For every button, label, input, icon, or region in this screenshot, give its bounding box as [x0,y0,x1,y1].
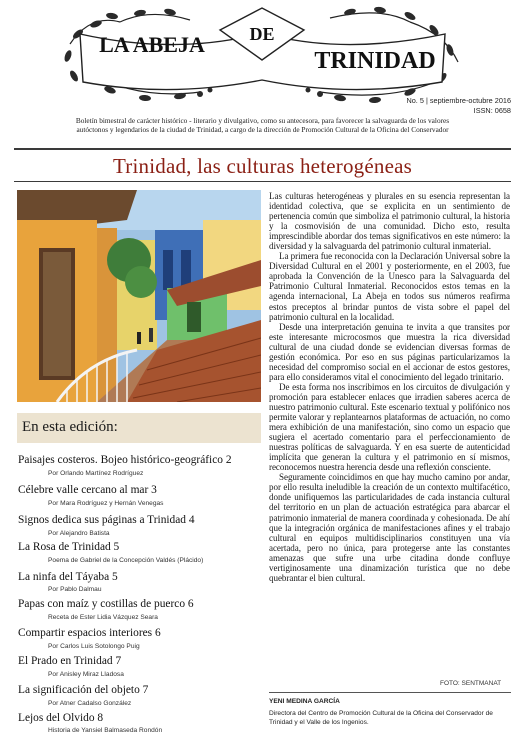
index-item-title: Lejos del Olvido 8 [18,712,104,724]
page-headline: Trinidad, las culturas heterogéneas [113,154,412,178]
index-title: En esta edición: [22,419,118,435]
body-paragraph: Las culturas heterogéneas y plurales en su esencia representan la identidad colectiva, que se explicita en un sentimiento de pertenencia común que simboliza el patrimonio cultural, la historia y la cosmovisión de una comunidad. Dicho esto, resulta imprescindible abordar dos temas significativos en este número: la diversidad y la salvaguarda del patrimonio cultural inmaterial. [269,191,510,252]
divider-mid [14,181,511,182]
author-role: Directora del Centro de Promoción Cultural de la Oficina del Conservador de Trinidad y el Valle de los Ingenios. [269,710,493,726]
body-paragraph: De esta forma nos inscribimos en los circuitos de divulgación y promoción para establecer enlaces que irradien saberes acerca de nuestro patrimonio cultural. Este escenario textual y polifónico nos permite valorar y replantearnos plataformas de actuación, no como mera exhibición de una manifestación, sino como un espacio que sugiera el acertado comentario para el perfeccionamiento de nuestras políticas de salvaguarda. Y en esa suerte de autenticidad implícita que generan la cultura y el patrimonio en sí mismos, reconocemos nuestra herencia desde una reflexión consciente. [269,381,510,473]
masthead-title-3: TRINIDAD [314,48,436,74]
masthead-logo [50,4,475,108]
index-item-title: Signos dedica sus páginas a Trinidad 4 [18,514,195,526]
issue-number-date: No. 5 | septiembre-octubre 2016 [406,96,511,105]
bulletin-description: Boletín bimestral de carácter histórico - literario y divulgativo, como su antecesora, para favorecer la salvaguarda de los valores autóctonos y legendarios de la ciudad de Trinidad, a cargo de la dirección de Promoción Cultural de la Oficina del Conservador [75,116,450,135]
index-item-title: Célebre valle cercano al mar 3 [18,484,157,496]
index-item-title: La ninfa del Táyaba 5 [18,571,118,583]
masthead-title-1: LA ABEJA [99,32,205,57]
index-item-author: Por Pablo Dalmau [48,586,102,593]
divider-author [269,692,511,693]
index-item-title: La significación del objeto 7 [18,684,149,696]
index-item-author: Por Orlando Martínez Rodríguez [48,470,144,477]
body-paragraph: Seguramente coincidimos en que hay mucho camino por andar, por ello resulta ineludible la creación de un contexto multifacético, donde unifiquemos las particularidades de cada instancia cultural del territorio en un plan de actuación estratégica para abarcar el patrimonio inmaterial de manera coordinada y cohesionada. De ahí que la integración orgánica de manifestaciones afines y el trabajo cultural en equipos multidisciplinarios constituyen una vía acertada, pero no única, para protegerse ante las constantes amenazas que sufre una urbe citadina donde confluye vertiginosamente una dinamización turística que no debe quebrantar el bien cultural. [269,472,510,583]
index-item-author: Historia de Yansiel Balmaseda Rondón [48,727,163,734]
index-item-title: El Prado en Trinidad 7 [18,655,122,667]
editorial-body [269,191,510,583]
index-item-author: Por Atner Cadalso González [48,700,132,707]
index-item-author: Por Anisley Miraz Lladosa [48,671,124,678]
index-item-title: Papas con maíz y costillas de puerco 6 [18,598,194,610]
index-item-author: Poema de Gabriel de la Concepción Valdés (Plácido) [48,557,204,564]
index-item-author: Por Carlos Luis Sotolongo Puig [48,643,140,650]
index-item-author: Receta de Ester Lidia Vázquez Seara [48,614,158,621]
photo-credit: FOTO: SENTMANAT [440,680,502,687]
index-item-author: Por Alejandro Batista [48,530,110,537]
author-name: YENI MEDINA GARCÍA [269,698,340,705]
index-item-title: Compartir espacios interiores 6 [18,627,161,639]
index-item-author: Por Mara Rodríguez y Hernán Venegas [48,500,164,507]
divider-top [14,148,511,150]
trinidad-street-photo [17,190,261,402]
masthead-title-2: DE [249,24,275,44]
body-paragraph: La primera fue reconocida con la Declaración Universal sobre la Diversidad Cultural en el 2001 y posteriormente, en el 2003, fue aprobada la Convención de la Unesco para la Salvaguarda del Patrimonio Cultural Inmaterial. Reconocidos estos temas en la agenda internacional, La Abeja en todos sus números reafirma estos preceptos al brindar puntos de vista sobre el papel del patrimonio cultural en la localidad. [269,251,510,322]
body-paragraph: Desde una interpretación genuina te invita a que transites por este interesante microcosmos que muestra la rica diversidad cultural de una ciudad donde se evidencian diversas formas de gestión económica. Por eso en sus páginas particularizamos la necesidad del compromiso social en el accionar de estos gestores, para ello consideramos vital el conocimiento del legado trinitario. [269,321,510,382]
issn: ISSN: 0658 [473,106,511,115]
index-item-title: La Rosa de Trinidad 5 [18,541,120,553]
index-item-title: Paisajes costeros. Bojeo histórico-geográfico 2 [18,454,232,466]
